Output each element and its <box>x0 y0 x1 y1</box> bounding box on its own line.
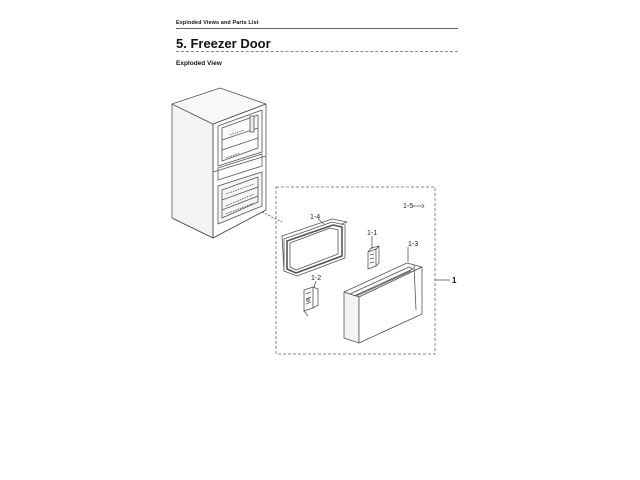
callout-1-5: 1-5 <box>403 203 414 210</box>
exploded-view-subtitle: Exploded View <box>176 60 222 67</box>
screw-1-5-drawing <box>412 204 424 208</box>
callout-1-1: 1-1 <box>367 230 378 237</box>
page-header: Exploded Views and Parts List <box>176 20 259 26</box>
door-gasket-drawing <box>282 219 347 276</box>
callout-1-2: 1-2 <box>311 275 322 282</box>
callout-1-4: 1-4 <box>310 214 321 221</box>
handle-bracket-1-1-drawing <box>368 246 379 269</box>
callout-1-3: 1-3 <box>408 241 419 248</box>
handle-bracket-1-2-drawing <box>304 287 318 316</box>
leader-line <box>262 212 282 222</box>
callout-1: 1 <box>452 276 457 285</box>
freezer-door-panel-drawing <box>344 263 422 343</box>
refrigerator-cabinet-drawing <box>172 88 266 238</box>
section-title: 5. Freezer Door <box>176 36 271 51</box>
